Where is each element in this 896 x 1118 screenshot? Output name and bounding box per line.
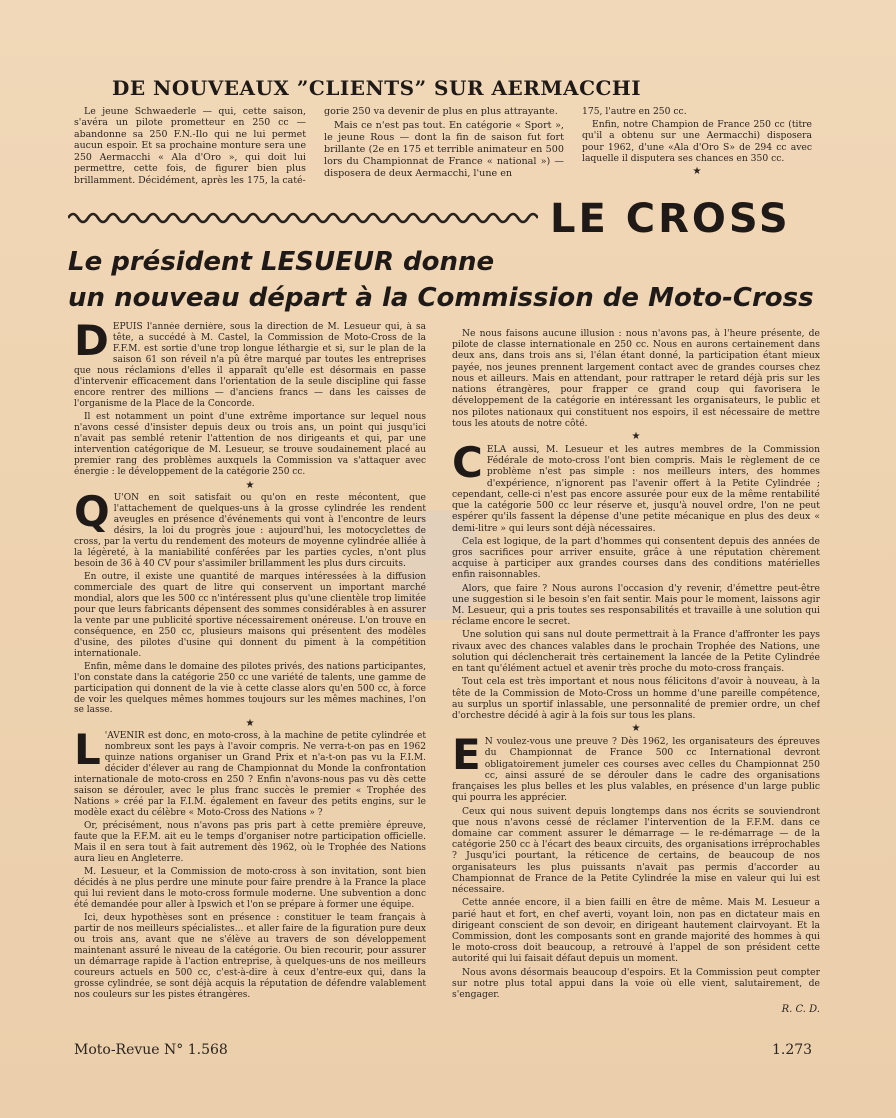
magazine-issue: Moto-Revue N° 1.568 bbox=[74, 1042, 228, 1058]
paragraph bbox=[74, 821, 426, 865]
news-headline: DE NOUVEAUX ”CLIENTS” SUR AERMACCHI bbox=[112, 76, 642, 100]
paragraph-text: M. Lesueur, et la Commission de moto-cross à son invitation, sont bien décidés à ne plus perdre une minute pour faire prendre à la France la place qui lui revient dans le moto-cross formule moderne. Une subvention a donc été demandée pour aller à Ipswich et l'on se prépare à former une équipe. bbox=[74, 867, 426, 911]
paragraph bbox=[452, 536, 820, 581]
paragraph: Enfin, notre Champion de France 250 cc (titre qu'il a obtenu sur une Aermacchi) disposera pour 1962, d'une «Ala d'Oro S» de 294 cc avec laquelle il disputera ses chances en 350 cc. bbox=[582, 119, 812, 164]
news-column-3 bbox=[582, 106, 812, 186]
paragraph-text: Cette année encore, il a bien failli en être de même. Mais M. Lesueur a parié haut et fort, en chef averti, voyant loin, non pas en dictateur mais en dirigeant conscient de son devoir, en dirigeant hautement clairvoyant. Et la Commission, dont les composants sont en grande majorité des hommes à qui le moto-cross doit beaucoup, a retrouvé à l'appel de son président cette autorité qui lui faisait défaut depuis un moment. bbox=[452, 897, 820, 965]
paragraph bbox=[452, 806, 820, 896]
section-label: LE CROSS bbox=[550, 196, 791, 242]
paragraph bbox=[452, 730, 820, 804]
paragraph-text: N voulez-vous une preuve ? Dès 1962, les organisateurs des épreuves du Championnat de France 500 cc International devront obligatoirement jumeler ces courses avec celles du Championnat 250 cc, ainsi assuré de se dérouler dans le cadre des organisations françaises les plus belles et les plus valables, en présence d'un large public qui pourra les apprécier. bbox=[452, 736, 820, 804]
paragraph bbox=[452, 629, 820, 674]
star-separator-icon: ★ bbox=[245, 479, 255, 491]
drop-cap: Q bbox=[74, 486, 110, 536]
paragraph-text: Or, précisément, nous n'avons pas pris part à cette première épreuve, faute que la F.F.M. ait eu le temps d'organiser notre participation officielle. Mais il en sera tout à fait autrement dès 1962, où le Trophée des Nations aura lieu en Angleterre. bbox=[74, 821, 426, 865]
paragraph-text: ELA aussi, M. Lesueur et les autres membres de la Commission Fédérale de moto-cross l'ont bien compris. Mais le règlement de ce problème n'est pas simple : nos meilleurs inters, des hommes d'expérience, n'ignorent pas l'avenir offert à la Petite Cylindrée ; cependant, celle-ci n'est pas encore assurée pour eux de la même rentabilité que la catégorie 500 cc leur réserve et, jusqu'à nouvel ordre, l'on ne peut espérer qu'ils fassent la dépense d'une petite mécanique en plus des deux « demi-litre » qui leurs sont déjà nécessaires. bbox=[452, 443, 820, 534]
paragraph bbox=[74, 867, 426, 911]
paragraph bbox=[74, 486, 426, 570]
star-separator-icon: ★ bbox=[631, 723, 641, 735]
paragraph-text: En outre, il existe une quantité de marques intéressées à la diffusion commerciale des quart de litre qui conservent un important marché mondial, alors que les 500 cc n'intéressent plus qu'une clientèle trop limitée pour que leurs fabricants dépensent des sommes considérables à en assurer la vente par une publicité sportive nécessairement onéreuse. L'on trouve en conséquence, en 250 cc, plusieurs maisons qui présentent des modèles d'usine, des pilotes d'usine qui donnent du piment à la compétition internationale. bbox=[74, 571, 426, 659]
news-column-2 bbox=[324, 106, 564, 206]
paragraph-text: Enfin, même dans le domaine des pilotes privés, des nations participantes, l'on constate dans la catégorie 250 cc une variété de talents, une gamme de participation qui donnent de la vie à cette classe alors qu'en 500 cc, à force de voir les quelques mêmes hommes toujours sur les mêmes machines, l'on se lasse. bbox=[74, 661, 426, 716]
paragraph: 175, l'autre en 250 cc. bbox=[582, 106, 687, 117]
paragraph: Le jeune Schwaederle — qui, cette saison, s'avéra un pilote prometteur en 250 cc — abandonne sa 250 F.N.-Ilo qui ne lui permet aucun espoir. Et sa prochaine monture sera une 250 Aermacchi « Ala d'Oro », qui doit lui permettre, cette fois, de figurer bien plus brillamment. Décidément, après les 175, la caté- bbox=[74, 106, 306, 186]
article-title-line-1: Le président LESUEUR donne bbox=[68, 247, 495, 277]
paragraph bbox=[452, 328, 820, 429]
star-separator-icon: ★ bbox=[631, 430, 641, 442]
paragraph-text: Ceux qui nous suivent depuis longtemps dans nos écrits se souviendront que nous n'avons cessé de réclamer l'intervention de la F.F.M. dans ce domaine car comment assurer le démarrage — le re-démarrage — de la catégorie 250 cc à l'écart des beaux circuits, des organisations irréprochables ? Jusqu'ici pourtant, la réticence de certains, de beaucoup de nos organisateurs les plus puissants n'avait pas permis d'accorder au Championnat de France de la Petite Cylindrée la mise en valeur qui lui est nécessaire. bbox=[452, 805, 820, 896]
paragraph-text: Nous avons désormais beaucoup d'espoirs. Et la Commission peut compter sur notre plus total appui dans la voie où elle vient, salutairement, de s'engager. bbox=[452, 966, 820, 1001]
paragraph-text: Ne nous faisons aucune illusion : nous n'avons pas, à l'heure présente, de pilote de classe internationale en 250 cc. Nous en aurons certainement dans deux ans, dans trois ans si, l'élan étant donné, la participation étant mieux payée, nos jeunes prennent largement contact avec de grandes courses chez nous et ailleurs. Mais en attendant, pour rattraper le retard déjà pris sur les nations étrangères, pour frapper ce grand coup qui favorisera le développement de la catégorie en intéressant les organisateurs, le public et nos pilotes nationaux qui constituent nos espoirs, il est nécessaire de mettre tous les atouts de notre côté. bbox=[452, 328, 820, 429]
paragraph-text: Il est notamment un point d'une extrême importance sur lequel nous n'avons cessé d'insister depuis deux ou trois ans, un point qui jusqu'ici n'avait pas semblé retenir l'attention de nos dirigeants et qui, par une intervention catégorique de M. Lesueur, se trouve soudainement placé au premier rang des problèmes auxquels la Commission va s'attaquer avec énergie : le développement de la catégorie 250 cc. bbox=[74, 411, 426, 477]
paragraph-text: Tout cela est très important et nous nous félicitons d'avoir à nouveau, à la tête de la Commission de Moto-Cross un homme d'une pareille compétence, au surplus un sportif inlassable, une personnalité de premier ordre, un chef d'orchestre décidé à agir à la fois sur tous les plans. bbox=[452, 676, 820, 721]
paragraph bbox=[74, 322, 426, 410]
article-title-line-2: un nouveau départ à la Commission de Moto-Cross bbox=[68, 283, 814, 313]
paragraph-text: Alors, que faire ? Nous aurons l'occasion d'y revenir, d'émettre peut-être une suggestion si le besoin s'en fait sentir. Mais pour le moment, laissons agir M. Lesueur, qui a pris toutes ses responsabilités et travaille à une solution qui réclame encore le secret. bbox=[452, 582, 820, 628]
paragraph-text: Cela est logique, de la part d'hommes qui consentent depuis des années de gros sacrifices pour arriver ensuite, grâce à une réputation chèrement acquise à participer aux grandes courses dans des conditions matérielles enfin raisonnables. bbox=[452, 535, 820, 581]
paragraph-text: Une solution qui sans nul doute permettrait à la France d'affronter les pays rivaux avec des chances valables dans le prochain Trophée des Nations, une solution qui déclencherait très certainement la lancée de la Petite Cylindrée en tant qu'élément actuel et avenir très proche du moto-cross français. bbox=[452, 629, 820, 675]
drop-cap: E bbox=[452, 730, 481, 780]
paragraph bbox=[452, 583, 820, 628]
star-separator-icon: ★ bbox=[692, 166, 702, 178]
drop-cap: D bbox=[74, 322, 109, 365]
paragraph-text: EPUIS l'année dernière, sous la direction de M. Lesueur qui, à sa tête, a succédé à M. Castel, la Commission de Moto-Cross de la F.F.M. est sortie d'une trop longue léthargie et si, sur le plan de la saison 61 son réveil n'a pû être marqué par toutes les entreprises que nous réclamions d'elles il apparaît qu'elle est désormais en passe d'intervenir efficacement dans l'orientation de la seule discipline qui fasse encore rentrer des millions — d'anciens francs — dans les caisses de l'organisme de la Place de la Concorde. bbox=[74, 322, 426, 409]
news-column-1 bbox=[74, 106, 306, 192]
paragraph: gorie 250 va devenir de plus en plus attrayante. bbox=[324, 106, 558, 117]
drop-cap: L bbox=[74, 725, 101, 775]
paragraph bbox=[74, 725, 426, 819]
paragraph bbox=[74, 662, 426, 717]
paragraph-text: U'ON en soit satisfait ou qu'on en reste mécontent, que l'attachement de quelques-uns à la grosse cylindrée les rendent aveugles en présence d'événements qui vont à l'encontre de leurs désirs, la loi du progrès joue : aujourd'hui, les motocyclettes de cross, par la vertu du rendement des moteurs de moyenne cylindrée alliée à la légèreté, à la maniabilité conférées par les parties cycles, n'ont plus besoin de 36 à 40 CV pour s'assimiler brillamment les plus durs circuits. bbox=[74, 492, 426, 569]
paragraph bbox=[74, 412, 426, 478]
paragraph bbox=[452, 897, 820, 964]
paragraph: Mais ce n'est pas tout. En catégorie « Sport », le jeune Rous — dont la fin de saison fut fort brillante (2e en 175 et terrible animateur en 500 lors du Championnat de France « national ») — disposera de deux Aermacchi, l'une en bbox=[324, 120, 564, 179]
author-signature: R. C. D. bbox=[781, 1004, 820, 1016]
star-separator-icon: ★ bbox=[245, 718, 255, 730]
paragraph bbox=[452, 437, 820, 534]
wavy-rule-decoration bbox=[68, 204, 538, 232]
article-right-column bbox=[452, 328, 820, 1024]
article-title bbox=[68, 244, 828, 316]
paragraph bbox=[452, 676, 820, 721]
article-left-column bbox=[74, 322, 426, 1022]
paragraph bbox=[452, 967, 820, 1001]
paragraph bbox=[74, 572, 426, 660]
page-number: 1.273 bbox=[772, 1042, 813, 1058]
paragraph-text: 'AVENIR est donc, en moto-cross, à la machine de petite cylindrée et nombreux sont les pays à l'avoir compris. Ne verra-t-on pas en 1962 quinze nations organiser un Grand Prix et n'a-t-on pas vu la F.I.M. décider d'élever au rang de Championnat du Monde la confrontation internationale de moto-cross en 250 ? Enfin n'avons-nous pas vu dès cette saison se dérouler, avec le plus franc succès le premier « Trophée des Nations » créé par la F.I.M. également en faveur des petits engins, sur le modèle exact du célèbre « Moto-Cross des Nations » ? bbox=[74, 731, 426, 819]
paragraph bbox=[74, 913, 426, 1001]
drop-cap: C bbox=[452, 437, 483, 487]
paragraph-text: Ici, deux hypothèses sont en présence : constituer le team français à partir de nos meilleurs spécialistes... et aller faire de la figuration pure deux ou trois ans, avant que ne s'élève au travers de son développement maintenant assuré le niveau de la catégorie. Ou bien recourir, pour assurer un démarrage rapide à l'action entreprise, à quelques-uns de nos meilleurs coureurs actuels en 500 cc, c'est-à-dire à ceux d'entre-eux qui, dans la grosse cylindrée, se sont déjà acquis la réputation de défendre valablement nos couleurs sur les pistes étrangères. bbox=[74, 913, 426, 1001]
